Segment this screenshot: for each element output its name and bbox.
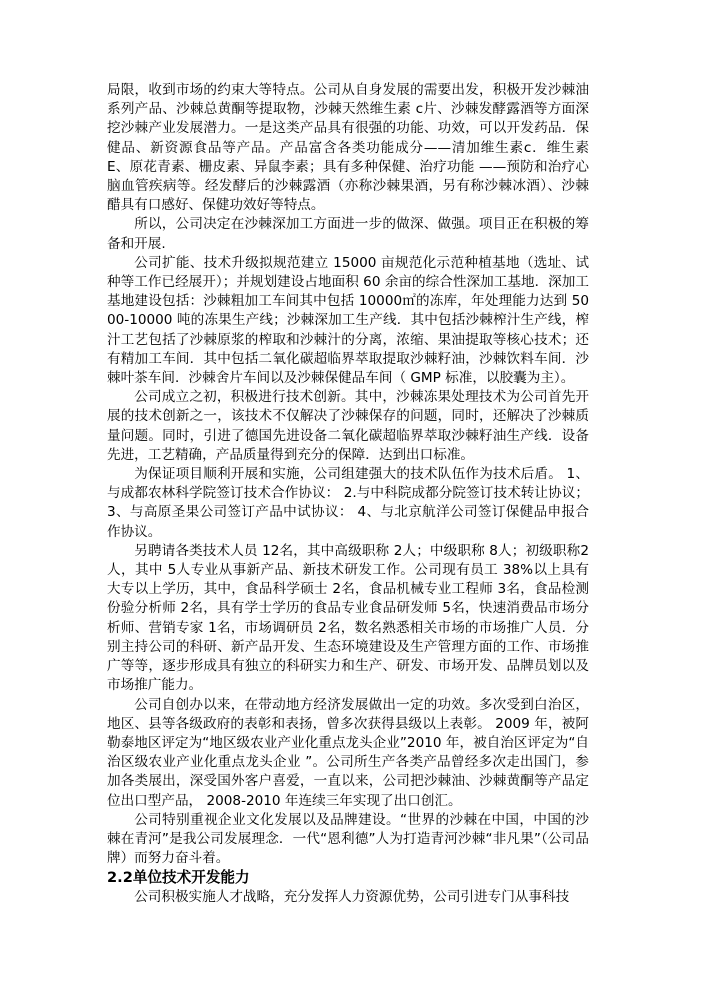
paragraph-technical-innovation: 公司成立之初，积极进行技术创新。其中，沙棘冻果处理技术为公司首先开展的技术创新之一，该技术不仅解决了沙棘保存的问题，同时，还解决了沙棘质量问题。同时，引进了德国先进设备二氧化碳超临界萃取沙棘籽油生产线．设备先进，工艺精确，产品质量得到充分的保障．达到出口标准。 bbox=[107, 389, 589, 463]
paragraph-expansion-plan: 公司扩能、技术升级拟规范建立 15000 亩规范化示范种植基地（选址、试种等工作已经展开）；并规划建设占地面积 60 余亩的综合性深加工基地．深加工基地建设包括：沙棘粗加工车间其中包括 10000㎡的冻库，年处理能力达到 5000-10000 吨的冻果生产线；沙棘深加工生产线．其中包括沙棘榨汁生产线，榨汁工艺包括了沙棘原浆的榨取和沙棘汁的分离，浓缩、果油提取等核心技术；还有精加工车间．其中包括二氧化碳超临界萃取提取沙棘籽油，沙棘饮料车间．沙棘叶茶车间．沙棘舍片车间以及沙棘保健品车间（ GMP 标准，以胶囊为主）。 bbox=[107, 254, 589, 387]
paragraph-personnel: 另聘请各类技术人员 12名，其中高级职称 2人；中级职称 8人；初级职称2人，其中 5人专业从事新产品、新技术研发工作。公司现有员工 38%以上具有大专以上学历，其中，食品科学硕士 2名，食品机械专业工程师 3名，食品检测份验分析师 2名，具有学士学历的食品专业食品研发师 5名，快速消费品市场分析师、营销专家 1名，市场调研员 2名，数名熟悉相关市场的市场推广人员．分别主持公司的科研、新产品开发、生态环境建设及生产管理方面的工作、市场推广等等，逐步形成具有独立的科研实力和生产、研发、市场开发、品牌员划以及市场推广能力。 bbox=[107, 542, 589, 694]
paragraph-honors: 公司自创办以来，在带动地方经济发展做出一定的功效。多次受到白治区，地区、县等各级政府的表彰和表扬，曾多次获得县级以上表彰。 2009 年，被阿勒泰地区评定为“地区级农业产业化重点龙头企业”2010 年，被自治区评定为“自治区级农业产业化重点龙头企业 ”。公司所生产各类产品曾经多次走出国门，参加各类展出，深受国外客户喜爱，一直以来，公司把沙棘油、沙棘黄酮等产品定位出口型产品， 2008-2010 年连续三年实现了出口创汇。 bbox=[107, 696, 589, 809]
paragraph-brand-culture: 公司特别重视企业文化发展以及品牌建设。“世界的沙棘在中国，中国的沙棘在青河”是我公司发展理念．一代“恩利德”人为打造青河沙棘“非凡果”（公司品牌）而努力奋斗着。 bbox=[107, 811, 589, 867]
paragraph-technical-cooperation: 为保证项目顺利开展和实施，公司组建强大的技术队伍作为技术后盾。 1、与成都农林科学院签订技术合作协议： 2.与中科院成都分院签订技术转让协议；3、与高原圣果公司签订产品中试协议： 4、与北京航洋公司签订保健品申报合作协议。 bbox=[107, 466, 589, 540]
document-body bbox=[107, 81, 589, 907]
section-heading: 2.2单位技术开发能力 bbox=[107, 869, 250, 887]
paragraph-deep-processing-decision: 所以，公司决定在沙棘深加工方面进一步的做深、做强。项目正在积极的筹备和开展. bbox=[107, 216, 589, 252]
paragraph-talent-strategy: 公司积极实施人才战略，充分发挥人力资源优势，公司引进专门从事科技 bbox=[134, 888, 570, 905]
paragraph-product-development: 局限，收到市场的约束大等特点。公司从自身发展的需要出发，积极开发沙棘油系列产品、沙棘总黄酮等提取物，沙棘天然维生素 c片、沙棘发酵露酒等方面深挖沙棘产业发展潜力。一是这类产品具有很强的功能、功效，可以开发药品．保健品、新资源食品等产品。产品富含各类功能成分——清加维生素c．维生素 E、原花青素、栅皮素、异鼠李素；具有多种保健、治疗功能 ——预防和治疗心脑血管疾病等。经发酵后的沙棘露酒（亦称沙棘果酒，另有称沙棘冰酒）、沙棘醋具有口感好、保健功效好等特点。 bbox=[107, 82, 589, 214]
